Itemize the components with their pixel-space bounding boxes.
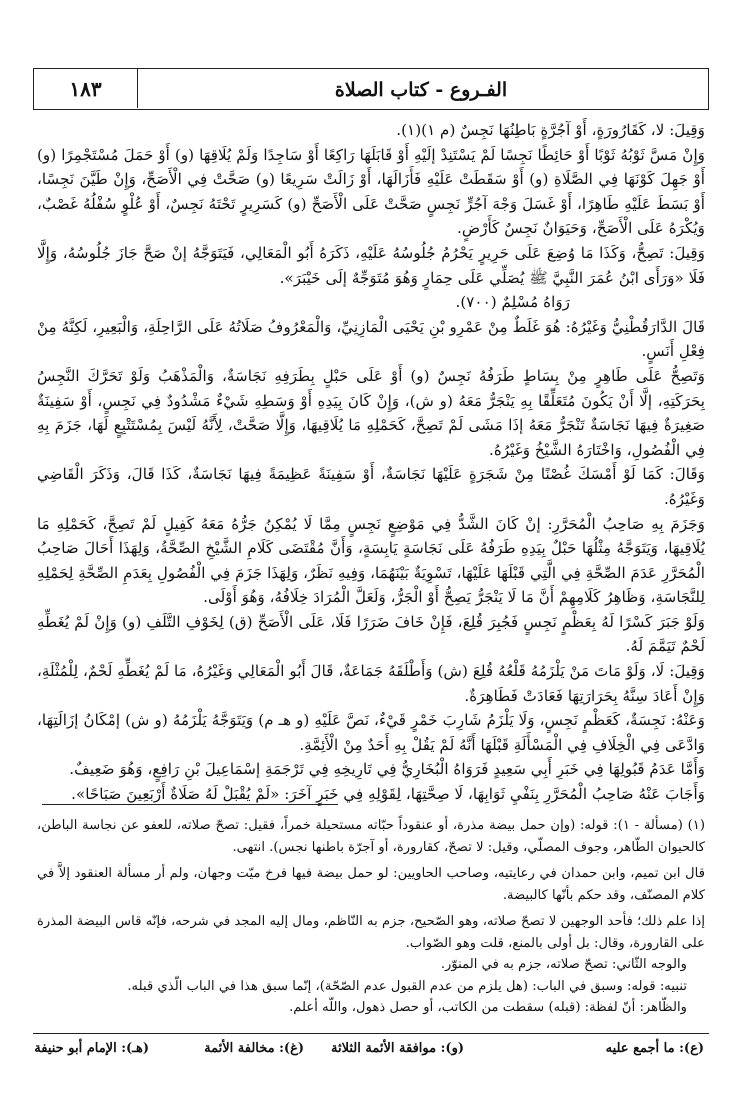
paragraph: وَإِنْ مَسَّ ثَوْبُهُ ثَوْبًا أَوْ حَائِطًا نَجِسًا لَمْ يَسْتَنِدْ إلَيْهِ أَوْ قَابَلَهَا رَاكِعًا أَوْ سَاجِدًا وَلَمْ يُلَاقِهَا (و) أَوْ حَمَلَ مُسْتَجْمِرًا (و) أَوْ جَهِلَ كَوْنَهَا فِي الصَّلَاةِ (و) أَوْ سَقَطَتْ عَلَيْهِ فَأَزَالَهَا، أَوْ زَالَتْ سَرِيعًا (و) صَحَّتْ فِي الْأَصَحِّ، وَإِنْ طَيَّنَ نَجِسًا، أَوْ بَسَطَ عَلَيْهِ طَاهِرًا، أَوْ غَسَلَ وَجْهَ آجُرٍّ نَجِسٍ صَحَّتْ عَلَى الْأَصَحِّ (و) كَسَرِيرٍ تَحْتَهُ نَجِسٌ، أَوْ عُلْوٍ سُفْلُهُ غَصْبٌ، وَيُكْرَهُ عَلَى الْأَصَحِّ، وَحَيَوَانٌ نَجِسٌ كَأَرْضٍ. bbox=[37, 145, 705, 238]
key-oppose: (غ): مخالفة الأئمة bbox=[204, 1041, 304, 1056]
key-agree-three: (و): موافقة الأئمة الثلاثة bbox=[331, 1041, 464, 1056]
footnote-separator bbox=[42, 804, 338, 805]
paragraph: وَلَوْ جَبَرَ كَسْرًا لَهُ بِعَظْمٍ نَجِسٍ فَجُبِرَ قُلِعَ، فَإِنْ خَافَ ضَرَرًا فَلَا، عَلَى الْأَصَحِّ (ق) لِخَوْفِ التَّلَفِ (و) وَإِنْ لَمْ يُغَطِّهِ لَحْمٌ تَيَمَّمَ لَهُ. bbox=[37, 612, 705, 656]
paragraph: وَجَزَمَ بِهِ صَاحِبُ الْمُحَرَّرِ: إنْ كَانَ الشَّدُّ فِي مَوْضِعٍ نَجِسٍ مِمَّا لَا يُمْكِنُ جَرُّهُ مَعَهُ كَفِيلٍ لَمْ تَصِحَّ، كَحَمْلِهِ مَا يُلَاقِيهَا، وَيَتَوَجَّهُ مِثْلُهَا حَبْلٌ بِيَدِهِ طَرَفُهُ عَلَى نَجَاسَةٍ يَابِسَةٍ، وَأَنَّ مُقْتَضَى كَلَامِ الشَّيْخِ الصِّحَّةُ، وَلِهَذَا أَحَالَ صَاحِبُ الْمُحَرَّرِ عَدَمَ الصِّحَّةِ فِي الَّتِي قَبْلَهَا عَلَيْهَا، تَسْوِيَةٌ بَيْنَهُمَا، وَفِيهِ نَظَرٌ، وَلِهَذَا جَزَمَ فِي الْفُصُولِ بِعَدَمِ الصِّحَّةِ لِحَمْلِهِ لِلنَّجَاسَةِ، وَظَاهِرُ كَلَامِهِمْ أَنَّ مَا لَا يَنْجَرُّ يَصِحُّ أَوْ الْجَرُّ، وَلَعَلَّ الْمُرَادَ خِلَافُهُ، وَهُوَ أَوْلَى. bbox=[37, 514, 705, 607]
footer-divider bbox=[33, 1033, 709, 1034]
footnote: إذا علم ذلك؛ فأحد الوجهين لا تصحّ صلاته، وهو الصّحيح، جزم به النّاظم، ومال إليه المجد في شرحه، فإنّه قاس البيضة المذرة على القارورة، وقال: بل أولى بالمنع، قلت وهو الصّواب. bbox=[37, 914, 705, 951]
running-title: الفـروع - كتاب الصلاة bbox=[334, 79, 508, 101]
footnote: والوجه الثّاني: تصحّ صلاته، جزم به في المنوّر. bbox=[440, 957, 687, 972]
paragraph: وَأَمَّا عَدَمُ قَبُولِهَا فِي خَبَرِ أَبِي سَعِيدٍ فَرَوَاهُ الْبُخَارِيُّ فِي تَارِيخِهِ فِي تَرْجَمَةِ إسْمَاعِيلَ بْنِ رَافِعٍ، وَهُوَ ضَعِيفٌ. bbox=[69, 760, 705, 779]
footnote: والظّاهر: أنّ لفظة: (قبله) سقطت من الكاتب، أو حصل ذهول، واللّه أعلم. bbox=[289, 1000, 687, 1015]
paragraph: وَقَالَ: كَمَا لَوْ أَمْسَكَ غُصْنًا مِنْ شَجَرَةٍ عَلَيْهَا نَجَاسَةٌ، أَوْ سَفِينَةً عَظِيمَةً فِيهَا نَجَاسَةٌ، كَذَا قَالَ، وَذَكَرَ الْقَاضِي وَغَيْرُهُ. bbox=[37, 465, 705, 508]
paragraph: وَقِيلَ: تَصِحُّ، وَكَذَا مَا وُضِعَ عَلَى حَرِيرٍ يَحْرُمُ جُلُوسُهُ عَلَيْهِ، ذَكَرَهُ أَبُو الْمَعَالِي، فَيَتَوَجَّهُ إنْ صَحَّ جَازَ جُلُوسُهُ، وَإِلَّا فَلَا «وَرَأَى ابْنُ عُمَرَ النَّبِيَّ ﷺ يُصَلِّي عَلَى حِمَارٍ وَهُوَ مُتَوَجِّهٌ إلَى خَيْبَرَ». bbox=[37, 243, 705, 287]
abbreviation-key bbox=[33, 1039, 709, 1061]
paragraph: وَعَنْهُ: نَجِسَةٌ، كَعَظْمٍ نَجِسٍ، وَلَا يَلْزَمُ شَارِبَ خَمْرٍ قَيْءٌ، نَصَّ عَلَيْهِ (و هـ م) وَيَتَوَجَّهُ يَلْزَمُهُ (و ش) إمْكَانُ إزَالَتِهَا، وَادَّعَى فِي الْخِلَافِ فِي الْمَسْأَلَةِ قَبْلَهَا أَنَّهُ لَمْ يَقُلْ بِهِ أَحَدٌ مِنْ الْأَئِمَّةِ. bbox=[37, 711, 705, 754]
main-text bbox=[37, 118, 705, 807]
paragraph: وَقِيلَ: لَا، وَلَوْ مَاتَ مَنْ يَلْزَمُهُ قَلْعُهُ قُلِعَ (ش) وَأَطْلَقَهُ جَمَاعَةٌ، قَالَ أَبُو الْمَعَالِي وَغَيْرُهُ، مَا لَمْ يُغَطِّهِ لَحْمٌ، لِلْمُثْلَةِ، وَإِنْ أَعَادَ سِنَّهُ بِحَرَارَتِهَا فَعَادَتْ فَطَاهِرَةٌ. bbox=[37, 662, 705, 705]
footnote: قال ابن تميم، وابن حمدان في رعايتيه، وصاحب الحاويين: لو حمل بيضة فيها فرخ ميّت وجهان، ولم أر مسألة العنقود إلاَّ في كلام المصنّف، وقد حكم بأنّها كالبيضة. bbox=[37, 866, 705, 903]
footnote: (١) (مسألة - ١): قوله: (وإن حمل بيضة مذرة، أو عنقوداً حبّاته مستحيلة خمراً، فقيل: تصحّ صلاته، للعفو عن نجاسة الباطن، كالحيوان الطّاهر، وجوف المصلّي، وقيل: لا تصحّ، كقارورة، أو آجرّة باطنها نجس). انتهى. bbox=[37, 818, 705, 855]
paragraph: رَوَاهُ مُسْلِمٌ (٧٠٠). bbox=[455, 293, 570, 312]
paragraph: وَتَصِحُّ عَلَى طَاهِرٍ مِنْ بِسَاطٍ طَرَفُهُ نَجِسٌ (و) أَوْ عَلَى حَبْلٍ بِطَرَفِهِ نَجَاسَةٌ، وَالْمَذْهَبُ وَلَوْ تَحَرَّكَ النَّجِسُ بِحَرَكَتِهِ، إلَّا أَنْ يَكُونَ مُتَعَلِّقًا بِهِ يَنْجَرُّ مَعَهُ (و ش)، وَإِنْ كَانَ بِيَدِهِ أَوْ وَسَطِهِ شَيْءٌ مَشْدُودٌ فِي نَجِسٍ، أَوْ سَفِينَةٌ صَغِيرَةٌ فِيهَا نَجَاسَةٌ تَنْجَرُّ مَعَهُ إذَا مَشَى لَمْ تَصِحَّ، كَحَمْلِهِ مَا يُلَاقِيهَا، وَإِلَّا صَحَّتْ، لِأَنَّهُ لَيْسَ بِمُسْتَتْبِعٍ لَهَا، جَزَمَ بِهِ فِي الْفُصُولِ، وَاخْتَارَهُ الشَّيْخُ وَغَيْرُهُ. bbox=[37, 366, 705, 459]
page-header bbox=[33, 68, 709, 110]
paragraph: وَقِيلَ: لا، كَقَارُورَةٍ، أَوْ آجُرَّةٍ بَاطِنُهَا نَجِسٌ (م ١)(١). bbox=[396, 121, 705, 139]
key-consensus: (ع): ما أجمع عليه bbox=[605, 1041, 704, 1056]
footnotes bbox=[37, 815, 705, 1019]
footnote: تنبيه: قوله: وسبق في الباب: (هل يلزم من عدم القبول عدم الصّحّة)، إنّما سبق هذا في الباب الّذي قبله. bbox=[127, 978, 687, 994]
key-abu-hanifa: (هـ): الإمام أبو حنيفة bbox=[34, 1041, 149, 1056]
page-number: ١٨٣ bbox=[34, 69, 138, 108]
paragraph: قَالَ الدَّارَقُطْنِيُّ وَغَيْرُهُ: هُوَ غَلَطٌ مِنْ عَمْرِو بْنِ يَحْيَى الْمَازِنِيِّ، وَالْمَعْرُوفُ صَلَاتُهُ عَلَى الرَّاحِلَةِ، وَالْبَعِيرِ، لَكِنَّهُ مِنْ فِعْلِ أَنَسٍ. bbox=[37, 317, 705, 361]
paragraph: وَأَجَابَ عَنْهُ صَاحِبُ الْمُحَرَّرِ بِنَفْيِ ثَوَابِهَا، لَا صِحَّتِهَا، لِقَوْلِهِ فِي خَبَرٍ آخَرَ: «لَمْ يُقْبَلْ لَهُ صَلَاةٌ أَرْبَعِينَ صَبَاحًا». bbox=[71, 785, 705, 804]
